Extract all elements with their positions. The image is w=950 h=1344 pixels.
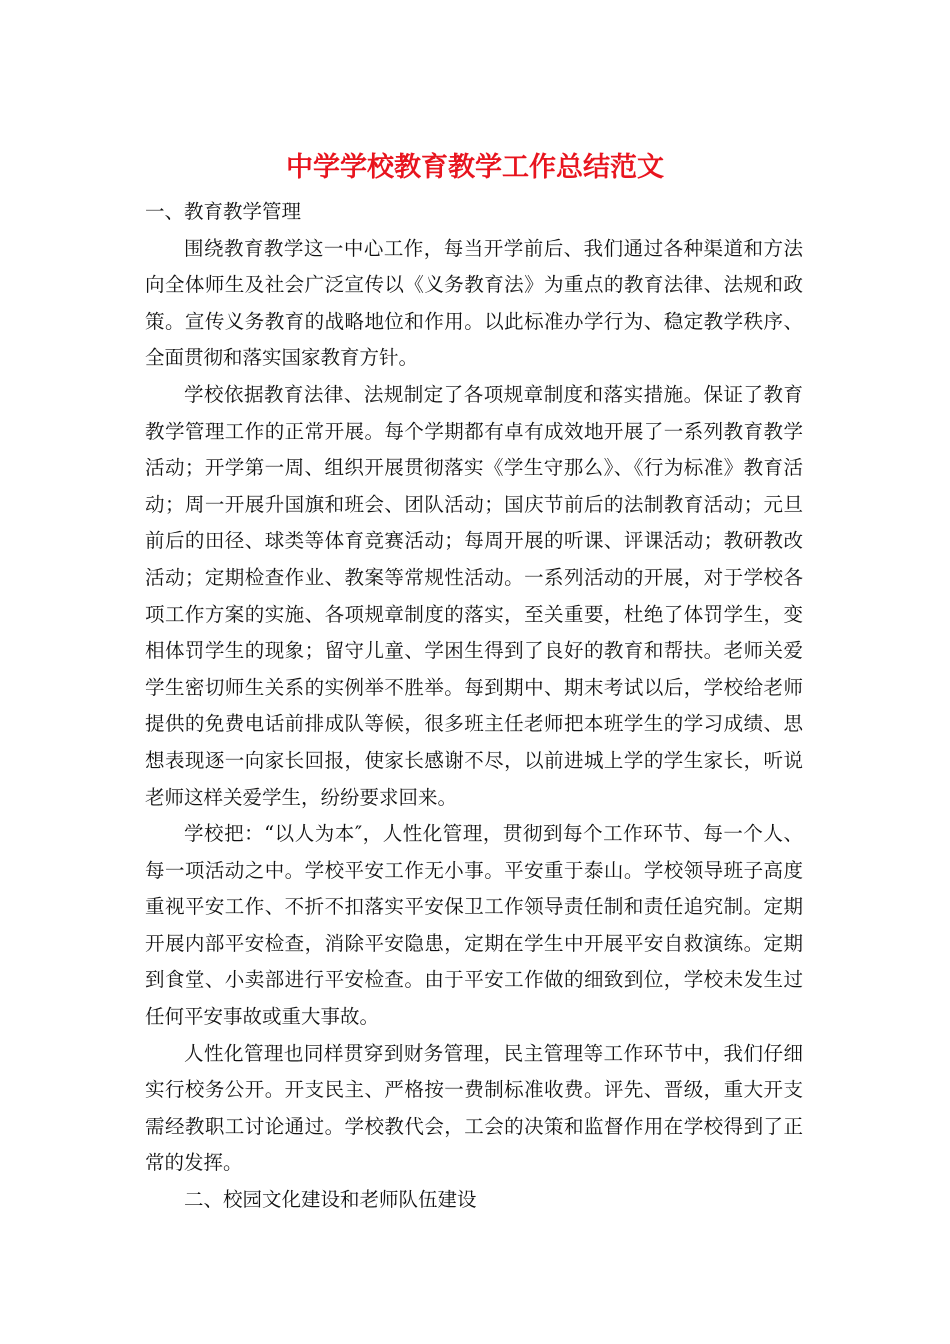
document-title: 中学学校教育教学工作总结范文 (286, 152, 664, 183)
paragraph-4: 人性化管理也同样贯穿到财务管理，民主管理等工作环节中，我们仔细实行校务公开。开支民主、严格按一费制标准收费。评先、晋级，重大开支需经教职工讨论通过。学校教代会，工会的决策和监督作用在学校得到了正常的发挥。 (145, 1041, 803, 1175)
section-heading-2: 二、校园文化建设和老师队伍建设 (184, 1188, 477, 1212)
paragraph-2: 学校依据教育法律、法规制定了各项规章制度和落实措施。保证了教育教学管理工作的正常开展。每个学期都有卓有成效地开展了一系列教育教学活动；开学第一周、组织开展贯彻落实《学生守那么》、《行为标准》教育活动；周一开展升国旗和班会、团队活动；国庆节前后的法制教育活动；元旦前后的田径、球类等体育竞赛活动；每周开展的听课、评课活动；教研教改活动；定期检查作业、教案等常规性活动。一系列活动的开展，对于学校各项工作方案的实施、各项规章制度的落实，至关重要，杜绝了体罚学生，变相体罚学生的现象；留守儿童、学困生得到了良好的教育和帮扶。老师关爱学生密切师生关系的实例举不胜举。每到期中、期末考试以后，学校给老师提供的免费电话前排成队等候，很多班主任老师把本班学生的学习成绩、思想表现逐一向家长回报，使家长感谢不尽，以前进城上学的学生家长，听说老师这样关爱学生，纷纷要求回来。 (145, 382, 803, 809)
paragraph-3: 学校把：“以人为本″，人性化管理，贯彻到每个工作环节、每一个人、每一项活动之中。学校平安工作无小事。平安重于泰山。学校领导班子高度重视平安工作、不折不扣落实平安保卫工作领导责任制和责任追究制。定期开展内部平安检查，消除平安隐患，定期在学生中开展平安自救演练。定期到食堂、小卖部进行平安检查。由于平安工作做的细致到位，学校未发生过任何平安事故或重大事故。 (145, 822, 803, 1029)
section-heading-1: 一、教育教学管理 (145, 200, 302, 223)
paragraph-1: 围绕教育教学这一中心工作，每当开学前后、我们通过各种渠道和方法向全体师生及社会广泛宣传以《义务教育法》为重点的教育法律、法规和政策。宣传义务教育的战略地位和作用。以此标准办学行为、稳定教学秩序、全面贯彻和落实国家教育方针。 (145, 236, 803, 370)
document-body (145, 194, 803, 1219)
